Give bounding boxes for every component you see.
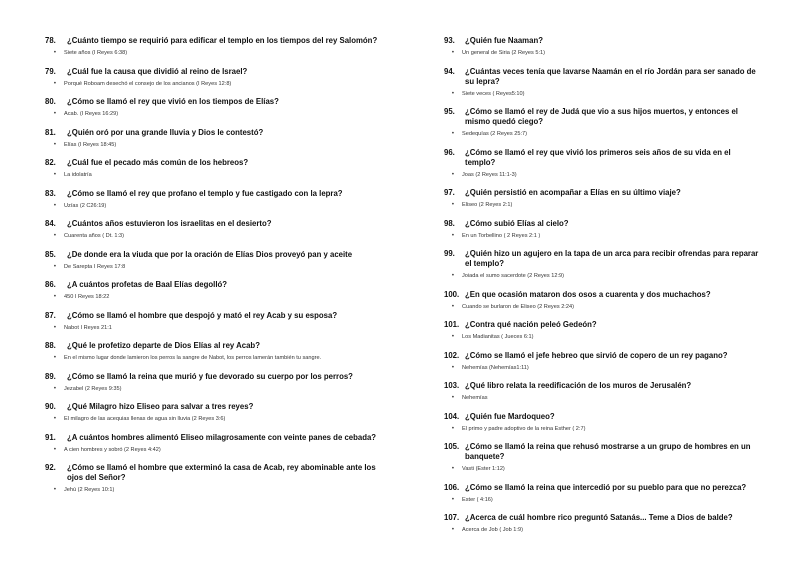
question-heading (444, 249, 762, 269)
question-number: 100. (444, 289, 460, 299)
question-item (444, 107, 762, 139)
question-item (444, 412, 762, 434)
answer-line (444, 130, 762, 139)
answer-text: Elías (I Reyes 18:45) (64, 141, 117, 148)
answer-text: Los Madianitas ( Jueces 6:1) (462, 334, 534, 340)
question-number: 78. (45, 36, 56, 45)
question-number: 104. (444, 411, 460, 421)
question-item (444, 188, 762, 210)
answer-line (444, 201, 762, 210)
question-text: ¿Cuál fue la causa que dividió al reino de Israel? (67, 66, 248, 76)
left-column (45, 36, 385, 495)
question-text: ¿Cuántas veces tenía que lavarse Naamán en el río Jordán para ser sanado de su lepra? (465, 66, 756, 86)
spacer (45, 424, 385, 433)
spacer (444, 241, 762, 250)
question-item (444, 249, 762, 281)
answer-text: El milagro de las acequias llenas de agua sin lluvia (2 Reyes 3:6) (64, 416, 226, 422)
question-item (45, 463, 385, 495)
question-item (45, 97, 385, 119)
question-heading (45, 97, 385, 107)
spacer (444, 434, 762, 443)
bullet-icon: • (451, 496, 454, 503)
spacer (45, 180, 385, 189)
question-number: 98. (444, 218, 455, 228)
bullet-icon: • (451, 202, 454, 208)
bullet-icon: • (53, 202, 56, 209)
answer-text: Jezabel (2 Reyes 9:35) (64, 385, 122, 392)
spacer (444, 281, 762, 290)
question-heading (444, 320, 762, 330)
spacer (45, 302, 385, 311)
answer-text: Un general de Siria (2 Reyes 5:1) (462, 50, 546, 56)
spacer (444, 99, 762, 108)
question-item (444, 351, 762, 373)
answer-line (444, 425, 762, 434)
question-number: 93. (444, 36, 455, 45)
answer-text: Acerca de Job ( Job 1:9) (462, 527, 523, 533)
question-item (45, 402, 385, 424)
spacer (45, 211, 385, 220)
spacer (444, 312, 762, 321)
answer-line (45, 49, 385, 58)
spacer (444, 139, 762, 148)
answer-text: De Sarepta I Reyes 17:8 (64, 263, 126, 270)
question-item (45, 341, 385, 363)
question-text: ¿Cómo se llamó el rey que vivió los primeros seis años de su vida en el templo? (465, 147, 731, 167)
bullet-icon: • (53, 263, 56, 270)
answer-text: Siete veces ( Reyes5:10) (462, 90, 525, 97)
spacer (444, 474, 762, 483)
question-number: 94. (444, 66, 455, 76)
question-text: ¿Cuánto tiempo se requirió para edificar el templo en los tiempos del rey Salomón? (67, 36, 378, 45)
bullet-icon: • (53, 233, 56, 239)
bullet-icon: • (451, 90, 454, 97)
question-heading (444, 36, 762, 46)
question-number: 85. (45, 249, 56, 259)
question-item (45, 128, 385, 150)
answer-line (444, 90, 762, 99)
question-item (45, 311, 385, 333)
question-heading (45, 311, 385, 321)
question-heading (444, 107, 762, 127)
answer-text: Jehú (2 Reyes 10:1) (64, 487, 115, 493)
spacer (45, 394, 385, 403)
question-text: ¿Qué le profetizo departe de Dios Elías al rey Acab? (67, 341, 260, 350)
spacer (45, 119, 385, 128)
question-item (444, 483, 762, 505)
question-text: ¿Cuál fue el pecado más común de los hebreos? (67, 158, 249, 167)
question-item (444, 290, 762, 312)
answer-line (444, 303, 762, 312)
answer-line (45, 232, 385, 241)
answer-line (45, 202, 385, 211)
answer-text: 450 I Reyes 18:22 (64, 294, 110, 300)
question-number: 89. (45, 371, 56, 381)
question-number: 91. (45, 432, 56, 442)
answer-text: Ester ( 4:16) (462, 496, 493, 503)
answer-line (45, 486, 385, 495)
answer-line (45, 263, 385, 272)
spacer (45, 272, 385, 281)
question-heading (45, 250, 385, 260)
question-item (45, 433, 385, 455)
question-text: ¿Quién hizo un agujero en la tapa de un arca para recibir ofrendas para reparar el templo? (465, 249, 759, 268)
answer-line (45, 141, 385, 150)
bullet-icon: • (451, 364, 454, 371)
answer-line (45, 415, 385, 424)
question-item (45, 219, 385, 241)
answer-line (45, 293, 385, 302)
spacer (444, 505, 762, 514)
question-text: ¿Quién fue Mardoqueo? (465, 411, 555, 421)
bullet-icon: • (53, 50, 56, 56)
answer-text: Eliseo (2 Reyes 2:1) (462, 202, 513, 208)
answer-line (444, 465, 762, 474)
question-heading (45, 219, 385, 229)
question-heading (444, 513, 762, 523)
question-heading (444, 188, 762, 198)
question-heading (444, 219, 762, 229)
question-heading (45, 372, 385, 382)
spacer (444, 342, 762, 351)
bullet-icon: • (53, 385, 56, 392)
answer-line (45, 324, 385, 333)
spacer (45, 241, 385, 250)
answer-text: Nehemías (462, 395, 488, 401)
question-heading (444, 381, 762, 391)
answer-text: Porqué Roboam desechó el consejo de los ancianos (I Reyes 12:8) (64, 80, 232, 87)
question-heading (444, 412, 762, 422)
answer-text: En un Torbellino ( 2 Reyes 2:1 ) (462, 232, 541, 239)
right-column (444, 36, 762, 535)
question-heading (444, 290, 762, 300)
question-number: 90. (45, 402, 56, 411)
question-heading (444, 67, 762, 87)
question-text: ¿Qué Milagro hizo Eliseo para salvar a tres reyes? (67, 402, 254, 411)
question-text: ¿Acerca de cuál hombre rico preguntó Satanás... Teme a Dios de balde? (465, 513, 733, 522)
question-number: 95. (444, 107, 455, 116)
answer-line (45, 385, 385, 394)
answer-line (444, 394, 762, 403)
bullet-icon: • (451, 334, 454, 340)
bullet-icon: • (451, 527, 454, 533)
answer-line (45, 80, 385, 89)
answer-text: Cuarenta años ( Dt. 1:3) (64, 233, 125, 239)
answer-text: Nabot I Reyes 21:1 (64, 324, 112, 331)
question-item (444, 36, 762, 58)
spacer (444, 58, 762, 67)
question-item (45, 67, 385, 89)
bullet-icon: • (451, 50, 454, 56)
bullet-icon: • (53, 416, 56, 422)
question-item (444, 320, 762, 342)
question-text: ¿Cómo subió Elías al cielo? (465, 218, 569, 228)
question-text: ¿Cómo se llamó la reina que murió y fue devorado su cuerpo por los perros? (67, 371, 353, 381)
question-text: ¿Cómo se llamó el rey de Judá que vio a sus hijos muertos, y entonces el mismo quedó ciego? (465, 107, 738, 126)
question-text: ¿Qué libro relata la reedificación de los muros de Jerusalén? (465, 381, 692, 390)
question-heading (45, 433, 385, 443)
question-number: 83. (45, 188, 56, 198)
answer-line (444, 232, 762, 241)
bullet-icon: • (53, 324, 56, 331)
question-item (45, 158, 385, 180)
answer-line (45, 110, 385, 119)
question-item (444, 67, 762, 99)
question-number: 84. (45, 219, 56, 228)
question-item (45, 250, 385, 272)
spacer (45, 58, 385, 67)
spacer (45, 455, 385, 464)
answer-text: Sedequías (2 Reyes 25:7) (462, 131, 527, 137)
question-text: ¿Cómo se llamó la reina que intercedió por su pueblo para que no perezca? (465, 482, 747, 492)
bullet-icon: • (451, 425, 454, 432)
question-text: ¿Cómo se llamó el jefe hebreo que sirvió de copero de un rey pagano? (465, 350, 728, 360)
answer-line (444, 496, 762, 505)
bullet-icon: • (53, 446, 56, 453)
question-heading (45, 280, 385, 290)
question-number: 81. (45, 127, 56, 137)
bullet-icon: • (451, 131, 454, 137)
answer-line (444, 49, 762, 58)
answer-line (444, 171, 762, 180)
question-number: 80. (45, 97, 56, 106)
question-number: 101. (444, 320, 460, 329)
answer-text: A cien hombres y sobró (2 Reyes 4:42) (64, 446, 161, 453)
question-text: ¿Quién oró por una grande lluvia y Dios le contestó? (67, 127, 264, 137)
answer-line (45, 446, 385, 455)
spacer (45, 150, 385, 159)
answer-text: Vasti (Ester 1:12) (462, 466, 505, 472)
question-text: ¿Cómo se llamó el rey que profano el templo y fue castigado con la lepra? (67, 188, 343, 198)
question-text: ¿Cómo se llamó el rey que vivió en los tiempos de Elías? (67, 97, 279, 106)
question-number: 96. (444, 147, 455, 157)
question-number: 88. (45, 341, 56, 350)
bullet-icon: • (53, 294, 56, 300)
question-number: 105. (444, 442, 460, 451)
spacer (444, 210, 762, 219)
bullet-icon: • (451, 273, 454, 279)
question-number: 92. (45, 463, 56, 472)
question-number: 79. (45, 66, 56, 76)
question-number: 86. (45, 280, 56, 289)
answer-text: Acab. (I Reyes 16:29) (64, 111, 119, 117)
question-item (444, 381, 762, 403)
spacer (45, 333, 385, 342)
question-text: ¿Quién persistió en acompañar a Elías en su último viaje? (465, 188, 681, 197)
bullet-icon: • (451, 171, 454, 178)
question-heading (444, 483, 762, 493)
question-number: 102. (444, 350, 460, 360)
question-heading (45, 463, 385, 483)
bullet-icon: • (53, 487, 56, 493)
question-number: 82. (45, 158, 56, 167)
question-item (45, 372, 385, 394)
question-text: ¿En que ocasión mataron dos osos a cuarenta y dos muchachos? (465, 289, 711, 299)
question-number: 87. (45, 310, 56, 320)
answer-line (444, 333, 762, 342)
question-number: 106. (444, 482, 460, 492)
question-heading (444, 351, 762, 361)
question-text: ¿Quién fue Naaman? (465, 36, 543, 45)
bullet-icon: • (53, 80, 56, 87)
bullet-icon: • (451, 466, 454, 472)
question-item (444, 442, 762, 474)
answer-text: Joiada el sumo sacerdote (2 Reyes 12:9) (462, 273, 564, 279)
question-heading (45, 341, 385, 351)
question-text: ¿A cuántos profetas de Baal Elías degolló? (67, 280, 228, 289)
answer-line (45, 354, 385, 363)
question-text: ¿Cómo se llamó la reina que rehusó mostrarse a un grupo de hombres en un banquete? (465, 442, 751, 461)
answer-text: El primo y padre adoptivo de la reina Esther ( 2:7) (462, 425, 586, 432)
question-heading (45, 402, 385, 412)
answer-text: Cuando se burlaron de Eliseo (2 Reyes 2:24) (462, 303, 574, 310)
question-item (444, 219, 762, 241)
question-number: 97. (444, 188, 455, 197)
question-text: ¿Cuántos años estuvieron los israelitas en el desierto? (67, 219, 272, 228)
bullet-icon: • (451, 395, 454, 401)
question-text: ¿Cómo se llamó el hombre que exterminó la casa de Acab, rey abominable ante los ojos del Señor? (67, 463, 376, 482)
answer-line (444, 364, 762, 373)
question-text: ¿Cómo se llamó el hombre que despojó y mató el rey Acab y su esposa? (67, 310, 338, 320)
question-number: 107. (444, 513, 460, 522)
question-text: ¿Contra qué nación peleó Gedeón? (465, 320, 597, 329)
question-heading (444, 442, 762, 462)
bullet-icon: • (53, 355, 56, 361)
question-heading (45, 158, 385, 168)
question-number: 103. (444, 381, 460, 390)
question-item (45, 280, 385, 302)
question-item (45, 189, 385, 211)
question-text: ¿A cuántos hombres alimentó Eliseo milagrosamente con veinte panes de cebada? (67, 432, 377, 442)
question-item (45, 36, 385, 58)
bullet-icon: • (53, 111, 56, 117)
spacer (45, 363, 385, 372)
bullet-icon: • (451, 232, 454, 239)
question-heading (45, 67, 385, 77)
question-heading (45, 36, 385, 46)
question-heading (45, 189, 385, 199)
question-item (444, 513, 762, 535)
answer-text: Nehemías (Nehemías1:11) (462, 364, 529, 371)
answer-text: Uzías (2 C26:19) (64, 202, 107, 209)
answer-text: Siete años (I Reyes 6:38) (64, 50, 128, 56)
bullet-icon: • (53, 172, 56, 178)
answer-text: En el mismo lugar donde lamieron los perros la sangre de Nabot, los perros lamerán también tu sangre. (64, 355, 322, 361)
spacer (444, 180, 762, 189)
spacer (444, 373, 762, 382)
question-number: 99. (444, 249, 455, 258)
answer-line (444, 526, 762, 535)
spacer (45, 89, 385, 98)
answer-line (45, 171, 385, 180)
answer-text: Joas (2 Reyes 11:1-3) (462, 171, 517, 178)
question-text: ¿De donde era la viuda que por la oración de Elías Dios proveyó pan y aceite (67, 249, 353, 259)
spacer (444, 403, 762, 412)
bullet-icon: • (53, 141, 56, 148)
answer-line (444, 272, 762, 281)
question-heading (444, 148, 762, 168)
question-item (444, 148, 762, 180)
bullet-icon: • (451, 303, 454, 310)
question-heading (45, 128, 385, 138)
answer-text: La idolatría (64, 172, 92, 178)
